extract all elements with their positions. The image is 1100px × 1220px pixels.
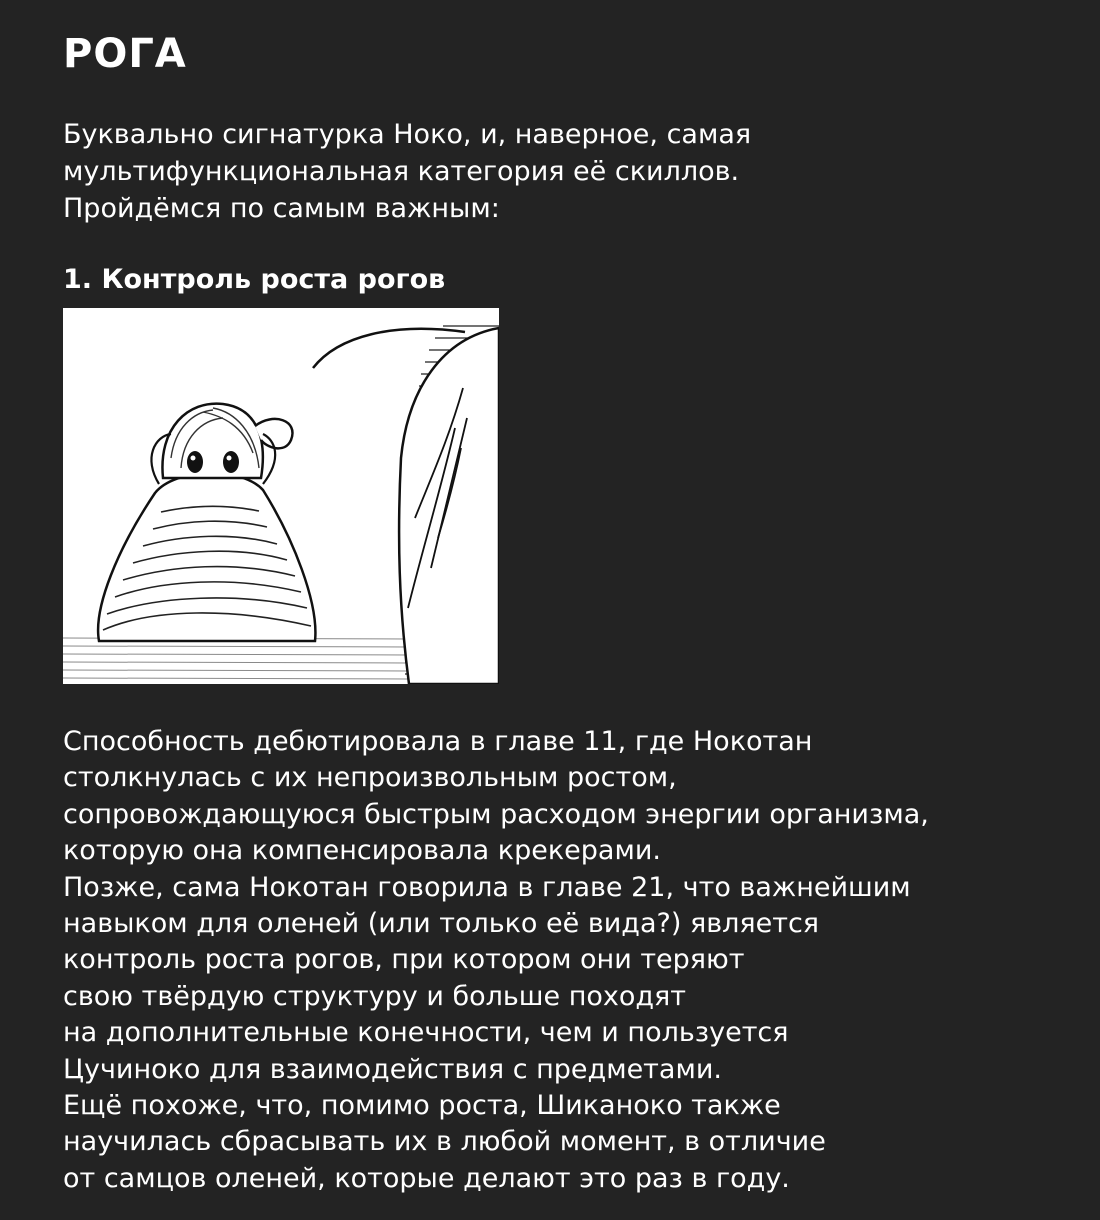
body-line: на дополнительные конечности, чем и пользуется (63, 1017, 789, 1049)
subheading: 1. Контроль роста рогов (63, 264, 446, 295)
body-line: Ещё похоже, что, помимо роста, Шиканоко также (63, 1090, 781, 1122)
body-line: Цучиноко для взаимодействия с предметами. (63, 1053, 722, 1085)
body-line: от самцов оленей, которые делают это раз в году. (63, 1162, 790, 1194)
body-line: контроль роста рогов, при котором они теряют (63, 944, 745, 976)
section-title: РОГА (63, 31, 187, 77)
body-line: сопровождающуюся быстрым расходом энергии организма, (63, 798, 929, 830)
intro-line: мультифункциональная категория её скиллов. (63, 156, 740, 187)
intro-paragraph (63, 116, 751, 227)
body-line: научилась сбрасывать их в любой момент, в отличие (63, 1126, 826, 1158)
body-line: столкнулась с их непроизвольным ростом, (63, 762, 677, 794)
body-line: которую она компенсировала крекерами. (63, 835, 661, 867)
body-line: навыком для оленей (или только её вида?) является (63, 908, 820, 940)
body-line: свою твёрдую структуру и больше походят (63, 980, 687, 1012)
intro-line: Буквально сигнатурка Ноко, и, наверное, самая (63, 119, 752, 150)
intro-line: Пройдёмся по самым важным: (63, 193, 500, 224)
body-line: Способность дебютировала в главе 11, где Нокотан (63, 726, 813, 757)
manga-panel-image (63, 308, 499, 684)
body-line: Позже, сама Нокотан говорила в главе 21, что важнейшим (63, 871, 911, 903)
body-paragraph (63, 724, 929, 1197)
